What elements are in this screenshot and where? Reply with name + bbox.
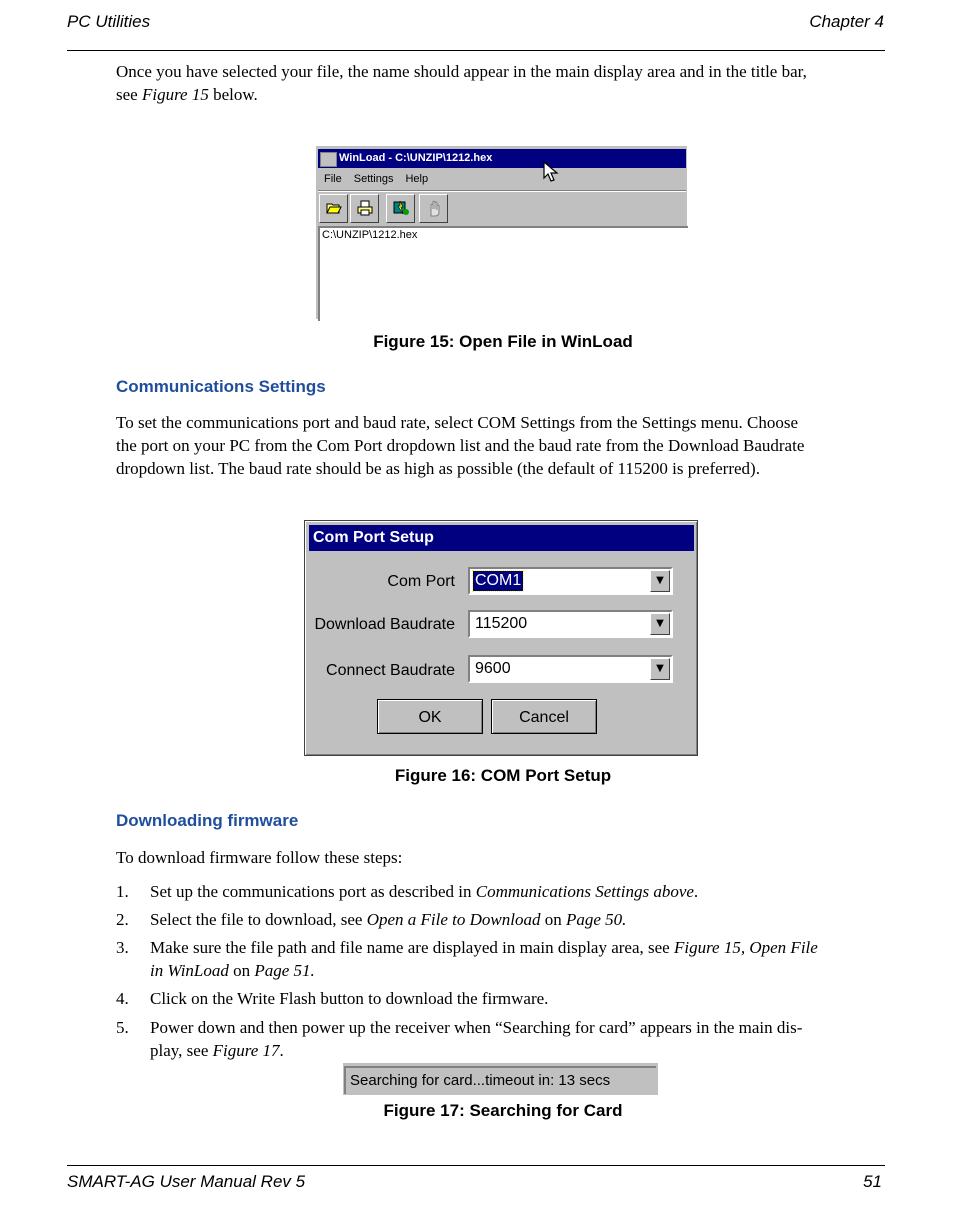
list-number: 4.	[116, 989, 129, 1008]
menu-file[interactable]: File	[324, 173, 342, 185]
connect-baudrate-value: 9600	[475, 660, 511, 677]
intro-text: below.	[208, 85, 258, 104]
step-text: Select the file to download, see	[150, 910, 367, 929]
running-header-left: PC Utilities	[67, 12, 151, 31]
dialog-titlebar[interactable]	[309, 525, 694, 551]
figure-reference: Figure 15	[141, 85, 209, 104]
com-port-label: Com Port	[387, 573, 455, 590]
downloading-intro: To download firmware follow these steps:	[116, 848, 403, 867]
list-number: 5.	[116, 1018, 129, 1037]
ok-button[interactable]: OK	[377, 699, 483, 734]
intro-line-2	[116, 83, 886, 106]
figure-17-caption: Figure 17: Searching for Card	[383, 1101, 623, 1120]
step-text: .	[693, 882, 699, 901]
mouse-pointer-icon	[543, 161, 559, 183]
section-heading-downloading: Downloading firmware	[116, 811, 299, 830]
dialog-title: Com Port Setup	[313, 529, 434, 546]
list-number: 1.	[116, 882, 129, 901]
step-text: Set up the communications port as described in	[150, 882, 476, 901]
cross-reference: Figure 15, Open File	[673, 938, 818, 957]
list-text	[150, 936, 886, 982]
step-text: Make sure the file path and file name are displayed in main display area, see	[150, 938, 674, 957]
cross-reference: Communications Settings above	[475, 882, 694, 901]
figure-16-caption: Figure 16: COM Port Setup	[394, 766, 612, 785]
list-text	[150, 880, 886, 903]
com-port-value: COM1	[475, 572, 522, 589]
download-baudrate-value: 115200	[475, 615, 528, 632]
cross-reference: Open a File to Download	[366, 910, 541, 929]
menu-help[interactable]: Help	[405, 173, 429, 185]
list-text	[150, 1016, 886, 1062]
winload-display-area	[318, 226, 688, 321]
com-port-dropdown[interactable]	[468, 567, 673, 595]
communications-paragraph	[116, 411, 896, 480]
cancel-button[interactable]: Cancel	[491, 699, 597, 734]
page-reference: Page 51.	[254, 961, 315, 980]
intro-paragraph	[116, 60, 886, 106]
step-text: on	[540, 910, 566, 929]
intro-line-1: Once you have selected your file, the name should appear in the main display area and in the title bar,	[116, 62, 807, 81]
chevron-down-icon[interactable]: ▼	[650, 658, 670, 680]
running-footer-left: SMART-AG User Manual Rev 5	[67, 1172, 306, 1191]
winload-app-icon	[320, 152, 337, 167]
page-number: 51	[863, 1172, 882, 1191]
chevron-down-icon[interactable]: ▼	[650, 613, 670, 635]
footer-rule	[67, 1165, 885, 1166]
step-text: .	[279, 1041, 284, 1060]
cross-reference: Figure 17	[212, 1041, 280, 1060]
open-folder-icon[interactable]	[319, 194, 348, 223]
com-port-setup-dialog	[304, 520, 698, 756]
step-text: on	[228, 961, 255, 980]
display-file-path: C:\UNZIP\1212.hex	[322, 229, 418, 241]
chevron-down-icon[interactable]: ▼	[650, 570, 670, 592]
status-field	[344, 1066, 656, 1094]
status-text: Searching for card...timeout in: 13 secs	[350, 1072, 611, 1089]
section-heading-communications: Communications Settings	[116, 377, 326, 396]
download-baudrate-label: Download Baudrate	[314, 616, 455, 633]
connect-baudrate-dropdown[interactable]	[468, 655, 673, 683]
winload-menubar	[318, 169, 434, 189]
paragraph-line: the port on your PC from the Com Port dropdown list and the baud rate from the Download Baudrate	[116, 436, 805, 455]
winload-titlebar[interactable]	[318, 149, 686, 168]
download-baudrate-dropdown[interactable]	[468, 610, 673, 638]
menu-separator-highlight	[318, 191, 686, 192]
intro-text: see	[116, 85, 142, 104]
step-text: Power down and then power up the receiver when “Searching for card” appears in the main dis-	[150, 1018, 803, 1037]
winload-window	[315, 145, 687, 319]
cross-reference: in WinLoad	[150, 961, 229, 980]
header-rule	[67, 50, 885, 51]
step-text: play, see	[150, 1041, 213, 1060]
figure-15-caption: Figure 15: Open File in WinLoad	[373, 332, 633, 351]
hand-icon[interactable]	[419, 194, 448, 223]
connect-baudrate-label: Connect Baudrate	[326, 662, 455, 679]
page-reference: Page 50.	[565, 910, 627, 929]
list-number: 2.	[116, 910, 129, 929]
list-text: Click on the Write Flash button to download the firmware.	[150, 989, 549, 1008]
print-icon[interactable]	[350, 194, 379, 223]
searching-status-bar	[343, 1063, 658, 1095]
write-flash-icon[interactable]	[386, 194, 415, 223]
list-text	[150, 908, 886, 931]
list-number: 3.	[116, 938, 129, 957]
paragraph-line: To set the communications port and baud rate, select COM Settings from the Settings menu. Choose	[116, 413, 799, 432]
paragraph-line: dropdown list. The baud rate should be as high as possible (the default of 115200 is preferred).	[116, 459, 760, 478]
running-header-right: Chapter 4	[809, 12, 884, 31]
menu-settings[interactable]: Settings	[353, 173, 394, 185]
winload-title: WinLoad - C:\UNZIP\1212.hex	[339, 152, 493, 164]
